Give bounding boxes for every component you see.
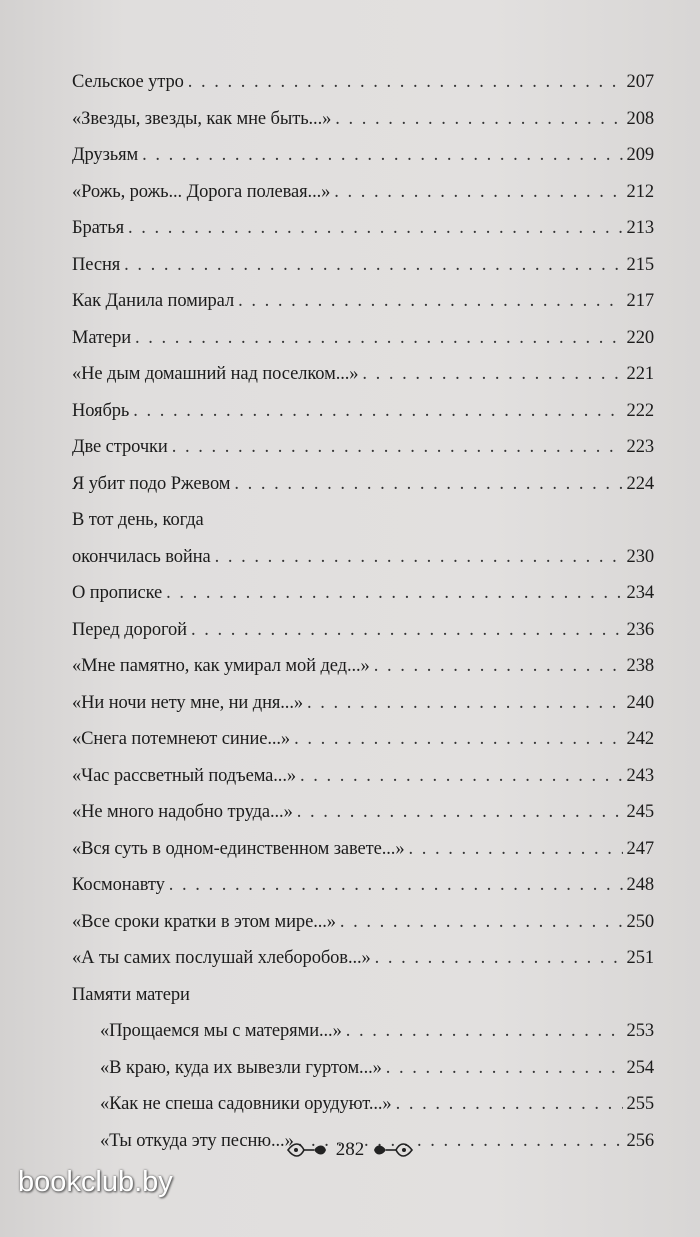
dot-leader	[300, 766, 623, 787]
toc-entry	[72, 583, 654, 620]
toc-entry-title: «Ни ночи нету мне, ни дня...»	[72, 692, 304, 713]
toc-entry-page: 250	[626, 911, 654, 932]
toc-entry-page: 217	[626, 291, 654, 311]
toc-entry	[72, 182, 654, 219]
dot-leader	[172, 437, 623, 458]
toc-entry-title: «Не дым домашний над поселком...»	[72, 364, 359, 384]
dot-leader	[297, 802, 623, 823]
toc-entry-page: 251	[626, 948, 654, 968]
dot-leader	[362, 364, 622, 385]
dot-leader	[169, 875, 623, 896]
toc-entry	[72, 291, 654, 328]
toc-entry-title: окончилась война	[72, 546, 211, 567]
toc-entry	[72, 1094, 654, 1131]
toc-entry-page: 253	[626, 1021, 654, 1041]
toc-entry	[72, 985, 654, 1022]
toc-entry-page: 234	[626, 583, 654, 603]
floral-ornament-icon	[284, 1138, 328, 1162]
toc-entry-title: «Звезды, звезды, как мне быть...»	[72, 108, 332, 129]
toc-entry-page: 230	[626, 546, 654, 567]
toc-entry-page: 242	[626, 729, 654, 749]
toc-entry	[72, 364, 654, 401]
toc-entry-title: «Не много надобно труда...»	[72, 802, 293, 822]
dot-leader	[133, 401, 622, 422]
dot-leader	[188, 72, 623, 93]
toc-entry-title: Матери	[72, 327, 132, 348]
toc-entry-title: Сельское утро	[72, 72, 184, 92]
toc-entry	[72, 474, 654, 511]
toc-entry-page: 213	[626, 218, 654, 238]
toc-entry-page: 223	[626, 437, 654, 457]
toc-entry-page: 255	[626, 1094, 654, 1114]
toc-entry-title: «Снега потемнеют синие...»	[72, 729, 291, 749]
toc-entry-page: 220	[626, 327, 654, 348]
toc-entry-title: Я убит подо Ржевом	[72, 473, 231, 494]
toc-entry	[72, 839, 654, 876]
dot-leader	[234, 474, 622, 495]
toc-entry-title: «Все сроки кратки в этом мире...»	[72, 911, 336, 932]
toc-entry-page: 248	[626, 875, 654, 895]
dot-leader	[124, 255, 622, 276]
page-number: 282	[335, 1139, 365, 1160]
dot-leader	[408, 839, 622, 860]
toc-entry-page: 254	[626, 1057, 654, 1078]
page-footer	[0, 1138, 700, 1162]
dot-leader	[374, 656, 623, 677]
toc-entry-title: Песня	[72, 254, 121, 275]
toc-entry-page: 222	[626, 400, 654, 421]
toc-entry-title: «В краю, куда их вывезли гуртом...»	[100, 1057, 382, 1078]
toc-entry	[72, 1021, 654, 1058]
toc-entry-title: О прописке	[72, 583, 163, 603]
toc-entry	[72, 328, 654, 365]
dot-leader	[396, 1094, 623, 1115]
toc-entry	[72, 948, 654, 985]
dot-leader	[215, 547, 623, 568]
toc-entry-page: 207	[626, 72, 654, 92]
toc-entry-title: «Мне памятно, как умирал мой дед...»	[72, 656, 370, 676]
toc-entry	[72, 510, 654, 547]
toc-entry-page: 240	[626, 692, 654, 713]
dot-leader	[340, 912, 623, 933]
dot-leader	[386, 1058, 623, 1079]
toc-entry-title: Братья	[72, 218, 125, 238]
toc-entry-title: «Прощаемся мы с матерями...»	[100, 1021, 342, 1041]
dot-leader	[238, 291, 622, 312]
dot-leader	[334, 182, 622, 203]
toc-entry-title: «Рожь, рожь... Дорога полевая...»	[72, 181, 331, 202]
toc-entry	[72, 109, 654, 146]
toc-entry-title: Ноябрь	[72, 400, 130, 421]
toc-entry-page: 224	[626, 473, 654, 494]
toc-entry	[72, 1058, 654, 1095]
toc-entry-title: «А ты самих послушай хлеборобов...»	[72, 948, 371, 968]
toc-entry-page: 247	[626, 838, 654, 859]
toc-entry	[72, 72, 654, 109]
dot-leader	[166, 583, 622, 604]
toc-entry-title: Перед дорогой	[72, 619, 187, 640]
toc-entry-page: 243	[626, 765, 654, 786]
toc-entry	[72, 218, 654, 255]
dot-leader	[346, 1021, 623, 1042]
toc-entry-title: Космонавту	[72, 875, 165, 895]
toc-entry	[72, 875, 654, 912]
dot-leader	[335, 109, 622, 130]
toc-entry	[72, 401, 654, 438]
toc-entry	[72, 766, 654, 803]
toc-entry-page: 209	[626, 145, 654, 165]
toc-entry-page: 256	[626, 1130, 654, 1151]
toc-entry-page: 245	[626, 802, 654, 822]
floral-ornament-icon	[372, 1138, 416, 1162]
toc-entry	[72, 656, 654, 693]
toc-entry-page: 238	[626, 656, 654, 676]
toc-entry	[72, 255, 654, 292]
toc-entry-title: «Ты откуда эту песню...»	[100, 1130, 294, 1151]
toc-entry-page: 236	[626, 619, 654, 640]
toc-entry-page: 221	[626, 364, 654, 384]
dot-leader	[375, 948, 623, 969]
toc-entry	[72, 693, 654, 730]
toc-entry	[72, 620, 654, 657]
toc-entry	[72, 912, 654, 949]
dot-leader	[191, 620, 623, 641]
toc-entry	[72, 729, 654, 766]
toc-entry	[72, 547, 654, 584]
toc-entry-title: Памяти матери	[72, 984, 190, 1005]
dot-leader	[294, 729, 622, 750]
dot-leader	[142, 145, 622, 166]
toc-entry-page: 208	[626, 108, 654, 129]
watermark-logo: bookclub.by	[18, 1166, 173, 1198]
toc-entry-title: Как Данила помирал	[72, 291, 235, 311]
dot-leader	[128, 218, 623, 239]
toc-entry	[72, 802, 654, 839]
toc-entry-title: «Час рассветный подъема...»	[72, 765, 297, 786]
table-of-contents	[72, 72, 654, 1167]
toc-entry-title: «Как не спеша садовники орудуют...»	[100, 1094, 392, 1114]
toc-entry-page: 212	[626, 181, 654, 202]
toc-entry	[72, 437, 654, 474]
toc-entry-page: 215	[626, 254, 654, 275]
toc-entry-title: «Вся суть в одном-единственном завете...»	[72, 838, 405, 859]
toc-entry-title: Две строчки	[72, 437, 168, 457]
dot-leader	[307, 693, 623, 714]
dot-leader	[135, 328, 623, 349]
toc-entry-title: Друзьям	[72, 145, 139, 165]
toc-entry-title: В тот день, когда	[72, 510, 204, 530]
toc-entry	[72, 145, 654, 182]
